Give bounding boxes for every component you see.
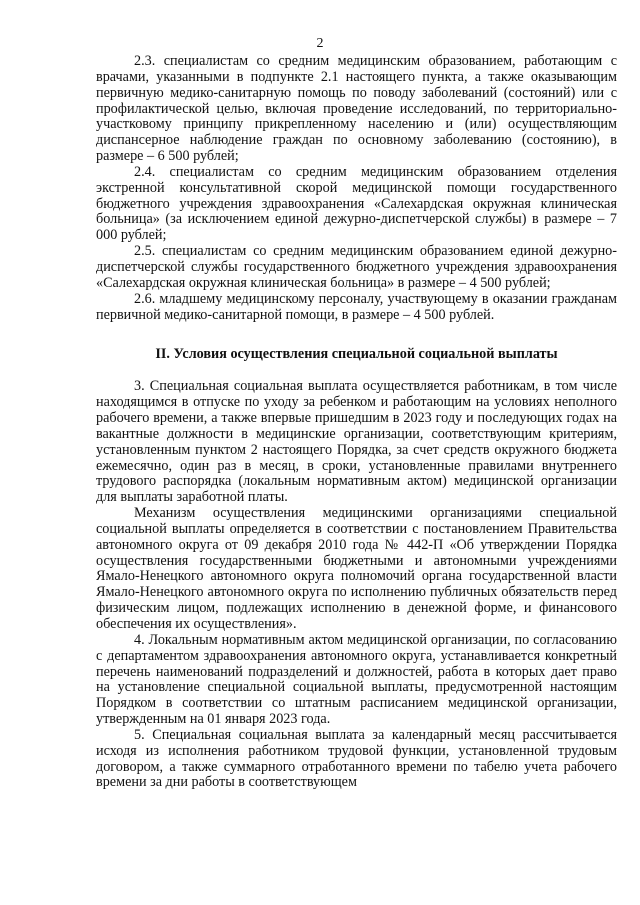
paragraph-2-3: 2.3. специалистам со средним медицинским образованием, работающим с врачами, указанными в подпункте 2.1 настоящего пункта, а также оказывающим первичную медико-санитарную помощь по поводу заболеваний (состояний) или с профилактической целью, включая проведение исследований, по территориально-участковому принципу прикрепленному населению и (или) осуществляющим диспансерное наблюдение граждан по основному заболеванию (состоянию), в размере – 6 500 рублей; bbox=[96, 53, 617, 165]
paragraph-4: 4. Локальным нормативным актом медицинской организации, по согласованию с департаментом здравоохранения автономного округа, устанавливается конкретный перечень наименований подразделений и должностей, работа в которых дает право на установление специальной социальной выплаты, предусмотренной настоящим Порядком в соответствии со штатным расписанием медицинской организации, утвержденным на 01 января 2023 года. bbox=[96, 631, 617, 728]
paragraph-2-4: 2.4. специалистам со средним медицинским образованием отделения экстренной консультативной скорой медицинской помощи государственного бюджетного учреждения здравоохранения «Салехардская окружная клиническая больница» (за исключением единой дежурно-диспетчерской службы) в размере – 7 000 рублей; bbox=[96, 163, 617, 244]
page-number: 2 bbox=[316, 36, 324, 51]
paragraph-mechanism: Механизм осуществления медицинскими организациями специальной социальной выплаты определяется в соответствии с постановлением Правительства автономного округа от 09 декабря 2010 года № 442-П «Об утверждении Порядка осуществления государственными бюджетными и автономными учреждениями Ямало-Ненецкого автономного округа полномочий органа государственной власти Ямало-Ненецкого автономного округа по исполнению публичных обязательств перед физическим лицом, подлежащих исполнению в денежной форме, и финансового обеспечения их осуществления». bbox=[96, 505, 617, 632]
paragraph-5: 5. Специальная социальная выплата за календарный месяц рассчитывается исходя из исполнения работником трудовой функции, установленной трудовым договором, а также суммарного отработанного времени по табелю учета рабочего времени за дни работы в соответствующем bbox=[96, 726, 617, 791]
document-body bbox=[96, 54, 617, 791]
paragraph-2-6: 2.6. младшему медицинскому персоналу, участвующему в оказании гражданам первичной медико-санитарной помощи, в размере – 4 500 рублей. bbox=[96, 290, 617, 323]
paragraph-3: 3. Специальная социальная выплата осуществляется работникам, в том числе находящимся в отпуске по уходу за ребенком и работающим на условиях неполного рабочего времени, а также впервые пришедшим в 2023 году и последующих годах на вакантные должности в медицинские организации, соответствующим критериям, установленным пунктом 2 настоящего Порядка, за счет средств окружного бюджета ежемесячно, один раз в месяц, в сроки, установленные правилами внутреннего трудового распорядка (локальным нормативным актом) медицинской организации для выплаты заработной платы. bbox=[96, 378, 617, 506]
paragraph-2-5: 2.5. специалистам со средним медицинским образованием единой дежурно-диспетчерской службы государственного бюджетного учреждения здравоохранения «Салехардская окружная клиническая больница» в размере – 4 500 рублей; bbox=[96, 243, 617, 291]
section-heading: II. Условия осуществления специальной социальной выплаты bbox=[155, 346, 558, 363]
